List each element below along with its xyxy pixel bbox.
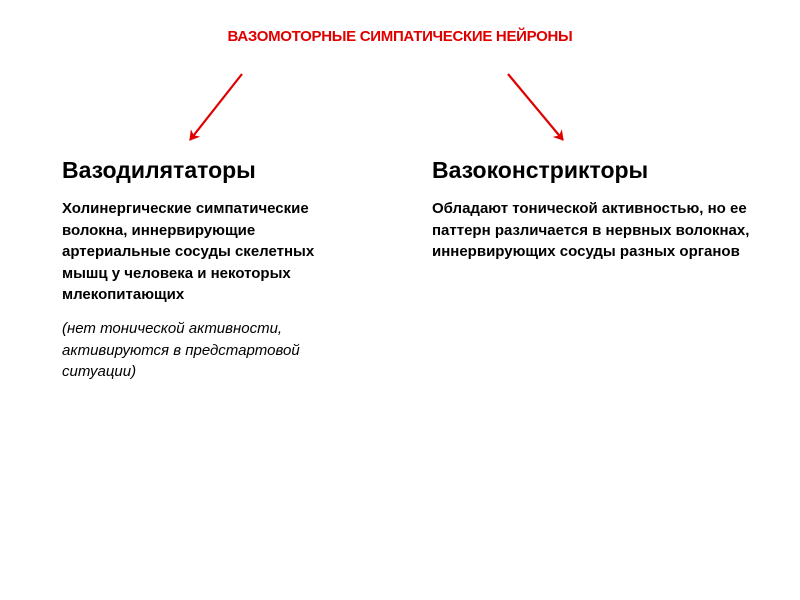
arrow-down-right-icon xyxy=(508,74,563,140)
vasodilators-description: Холинергические симпатические волокна, иннервирующие артериальные сосуды скелетных мышц у человека и некоторых млекопитающих xyxy=(62,200,315,304)
vasodilators-heading: Вазодилятаторы xyxy=(62,157,256,183)
vasodilators-column xyxy=(62,152,362,383)
vasodilators-note: (нет тонической активности, активируются в предстартовой ситуации) xyxy=(62,319,300,381)
page-title: ВАЗОМОТОРНЫЕ СИМПАТИЧЕСКИЕ НЕЙРОНЫ xyxy=(227,28,573,45)
arrow-down-left-icon xyxy=(190,74,242,140)
vasoconstrictors-column xyxy=(432,152,772,263)
vasoconstrictors-heading: Вазоконстрикторы xyxy=(432,157,649,183)
vasoconstrictors-description: Обладают тонической активностью, но ее паттерн различается в нервных волокнах, иннервирующих сосуды разных органов xyxy=(432,200,750,261)
